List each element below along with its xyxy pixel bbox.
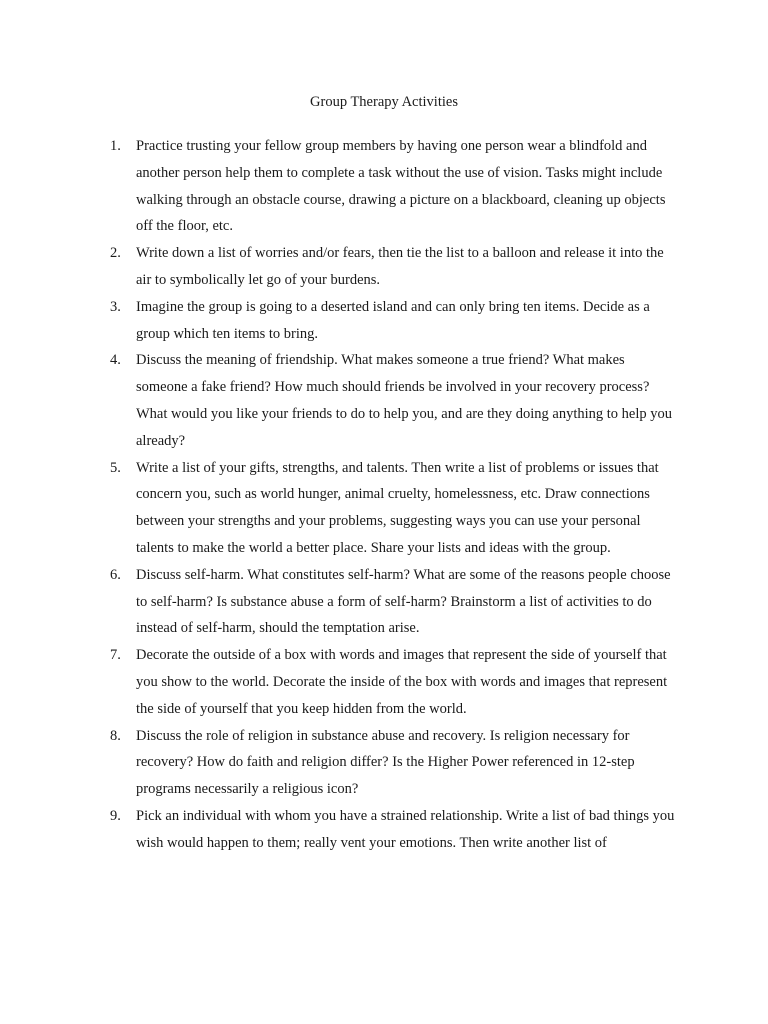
- document-title: Group Therapy Activities: [310, 94, 458, 110]
- list-item: [0, 803, 768, 857]
- item-text: Pick an individual with whom you have a strained relationship. Write a list of bad things you wish would happen to them; really vent your emotions. Then write another list of: [136, 807, 675, 851]
- item-text: Practice trusting your fellow group members by having one person wear a blindfold and another person help them to complete a task without the use of vision. Tasks might include walking through an obstacle course, drawing a picture on a blackboard, cleaning up objects off the floor, etc.: [136, 138, 666, 235]
- item-text: Imagine the group is going to a deserted island and can only bring ten items. Decide as a group which ten items to bring.: [136, 298, 650, 342]
- item-text: Discuss the role of religion in substance abuse and recovery. Is religion necessary for recovery? How do faith and religion differ? Is the Higher Power referenced in 12-step programs necessarily a religious icon?: [136, 727, 635, 798]
- item-number: 4.: [110, 352, 121, 369]
- activity-list: [0, 133, 768, 857]
- item-number: 6.: [110, 566, 121, 583]
- list-item: [0, 455, 768, 562]
- item-number: 8.: [110, 727, 121, 744]
- item-number: 2.: [110, 245, 121, 262]
- list-item: [0, 347, 768, 454]
- item-number: 7.: [110, 647, 121, 664]
- list-item: [0, 240, 768, 294]
- item-text: Discuss self-harm. What constitutes self-harm? What are some of the reasons people choose to self-harm? Is substance abuse a form of self-harm? Brainstorm a list of activities to do instead of self-harm, should the temptation arise.: [136, 566, 671, 637]
- item-number: 5.: [110, 459, 121, 476]
- list-item: [0, 642, 768, 722]
- item-text: Decorate the outside of a box with words and images that represent the side of yourself that you show to the world. Decorate the inside of the box with words and images that represent the side of yourself that you keep hidden from the world.: [136, 647, 668, 717]
- item-text: Write a list of your gifts, strengths, and talents. Then write a list of problems or issues that concern you, such as world hunger, animal cruelty, homelessness, etc. Draw connections between your strengths and your problems, suggesting ways you can use your personal talents to make the world a better place. Share your lists and ideas with the group.: [136, 459, 659, 556]
- list-item: [0, 723, 768, 803]
- item-number: 9.: [110, 807, 121, 824]
- list-item: [0, 562, 768, 642]
- list-item: [0, 294, 768, 348]
- item-number: 3.: [110, 298, 121, 315]
- item-text: Discuss the meaning of friendship. What makes someone a true friend? What makes someone a fake friend? How much should friends be involved in your recovery process? What would you like your friends to do to help you, and are they doing anything to help you already?: [136, 352, 672, 449]
- list-item: [0, 133, 768, 240]
- item-number: 1.: [110, 138, 121, 154]
- item-text: Write down a list of worries and/or fears, then tie the list to a balloon and release it into the air to symbolically let go of your burdens.: [136, 245, 664, 288]
